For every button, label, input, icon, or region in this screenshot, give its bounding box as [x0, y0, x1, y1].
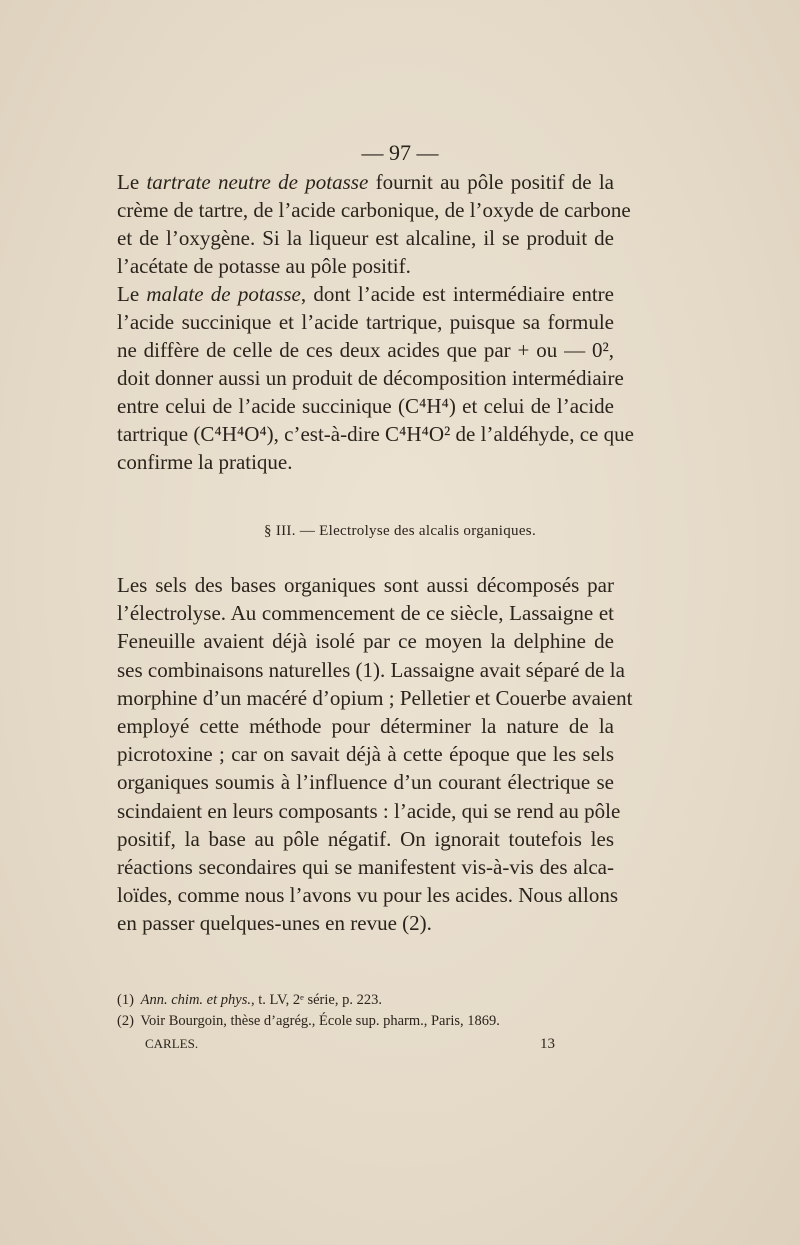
author-mark: CARLES. [145, 1036, 199, 1051]
footnote-text: Voir Bourgoin, thèse d’agrég., École sup. pharm., Paris, 1869. [140, 1013, 500, 1029]
text-line: entre celui de l’acide succinique (C⁴H⁴) et celui de l’acide [117, 394, 614, 418]
emphasis-term: malate de potasse [146, 282, 301, 306]
footnote-number: (2) [117, 1013, 134, 1029]
footnote-number: (1) [117, 992, 134, 1008]
text-line: Le malate de potasse, dont l’acide est intermédiaire entre [117, 282, 614, 306]
text-line: l’acétate de potasse au pôle positif. [117, 254, 411, 278]
footnote-text: , t. LV, 2ᵉ série, p. 223. [250, 992, 382, 1008]
paragraph-tartrate [117, 168, 631, 280]
text-line: l’acide succinique et l’acide tartrique, puisque sa formule [117, 310, 614, 334]
text-line: et de l’oxygène. Si la liqueur est alcaline, il se produit de [117, 226, 614, 250]
text-line: picrotoxine ; car on savait déjà à cette époque que les sels [117, 742, 614, 767]
text-line: Feneuille avaient déjà isolé par ce moyen la delphine de [117, 629, 614, 654]
text-line: ses combinaisons naturelles (1). Lassaigne avait séparé de la [117, 657, 625, 682]
page-number: — 97 — [361, 140, 439, 165]
footnote [117, 990, 614, 1011]
text-line: Le tartrate neutre de potasse fournit au pôle positif de la [117, 170, 614, 194]
text-line: confirme la pratique. [117, 450, 293, 474]
text-line: crème de tartre, de l’acide carbonique, de l’oxyde de carbone [117, 198, 631, 222]
section-heading: § III. — Electrolyse des alcalis organiques. [263, 523, 536, 539]
text-line: l’électrolyse. Au commencement de ce siècle, Lassaigne et [117, 601, 614, 626]
text-line: loïdes, comme nous l’avons vu pour les acides. Nous allons [117, 883, 619, 908]
footnotes [117, 990, 614, 1032]
text-line: doit donner aussi un produit de décomposition intermédiaire [117, 366, 624, 390]
text-line: positif, la base au pôle négatif. On ignorait toutefois les [117, 826, 614, 851]
text-line: réactions secondaires qui se manifestent vis-à-vis des alca- [117, 854, 614, 879]
emphasis-term: tartrate neutre de potasse [146, 170, 369, 194]
page-footer [145, 1036, 555, 1053]
text-line: en passer quelques-unes en revue (2). [117, 911, 432, 936]
signature-number: 13 [540, 1036, 555, 1052]
text-line: ne diffère de celle de ces deux acides que par + ou — 0², [117, 338, 614, 362]
text-line: Les sels des bases organiques sont aussi décomposés par [117, 573, 614, 597]
text-line: morphine d’un macéré d’opium ; Pelletier et Couerbe avaient [117, 685, 633, 710]
text-line: tartrique (C⁴H⁴O⁴), c’est-à-dire C⁴H⁴O² de l’aldéhyde, ce que [117, 422, 634, 446]
footnote-title: Ann. chim. et phys. [140, 992, 251, 1008]
footnote [117, 1011, 614, 1032]
paragraph-malate [117, 280, 634, 476]
text-line: employé cette méthode pour déterminer la nature de la [117, 713, 614, 738]
text-line: scindaient en leurs composants : l’acide, qui se rend au pôle [117, 798, 621, 823]
text-line: organiques soumis à l’influence d’un courant électrique se [117, 770, 614, 795]
paragraph-alcalis [117, 571, 633, 937]
